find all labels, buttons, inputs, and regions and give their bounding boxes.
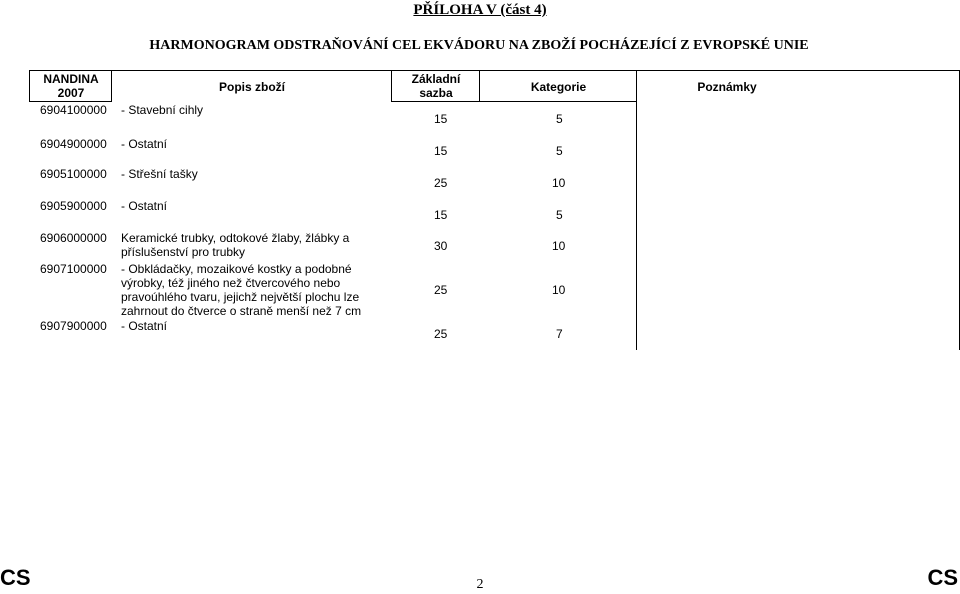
header-base-rate [392,72,480,100]
footer-language-mark-right: CS [927,565,958,590]
header-notes: Poznámky [697,80,757,94]
header-code [30,72,112,100]
row-4-base-rate: 15 [434,208,448,222]
header-category: Kategorie [530,80,587,94]
row-7-category: 7 [556,327,563,341]
header-base-rate-line2: sazba [419,86,453,100]
header-code-line2: 2007 [57,86,85,100]
row-3-category: 10 [552,176,566,190]
row-1-base-rate: 15 [434,112,448,126]
row-7-description: - Ostatní [121,319,168,333]
row-7-base-rate: 25 [434,327,448,341]
row-4-category: 5 [556,208,563,222]
row-1-code: 6904100000 [40,103,107,117]
row-5-base-rate: 30 [434,239,448,253]
header-description: Popis zboží [219,80,285,94]
row-2-base-rate: 15 [434,144,448,158]
row-5-code: 6906000000 [40,231,107,245]
row-3-base-rate: 25 [434,176,448,190]
row-2-description: - Ostatní [121,137,168,151]
row-4-code: 6905900000 [40,199,107,213]
row-1-category: 5 [556,112,563,126]
annex-title: PŘÍLOHA V (část 4) [413,2,547,18]
document-title [0,38,960,54]
row-3-code: 6905100000 [40,167,107,181]
header-base-rate-line1: Základní [411,72,461,86]
row-6-description: - Obkládačky, mozaikové kostky a podobné výrobky, též jiného než čtvercového nebo pravoúhlého tvaru, jejichž největší plochu lze zahrnout do čtverce o straně menší než 7 cm [121,262,362,318]
row-2-code: 6904900000 [40,137,107,151]
row-4-description: - Ostatní [121,199,168,213]
row-6-category: 10 [552,283,566,297]
row-6-code: 6907100000 [40,262,107,276]
row-2-category: 5 [556,144,563,158]
row-5-description: Keramické trubky, odtokové žlaby, žlábky a příslušenství pro trubky [121,231,350,259]
row-6-base-rate: 25 [434,283,448,297]
document-title-text: HARMONOGRAM ODSTRAŇOVÁNÍ CEL EKVÁDORU NA ZBOŽÍ POCHÁZEJÍCÍ Z EVROPSKÉ UNIE [149,38,809,53]
row-3-description: - Střešní tašky [121,167,198,181]
row-1-description: - Stavební cihly [121,103,204,117]
page-number: 2 [476,577,484,592]
row-7-code: 6907900000 [40,319,107,333]
header-code-line1: NANDINA [43,72,99,86]
row-5-category: 10 [552,239,566,253]
footer-language-mark-left: CS [0,565,31,590]
